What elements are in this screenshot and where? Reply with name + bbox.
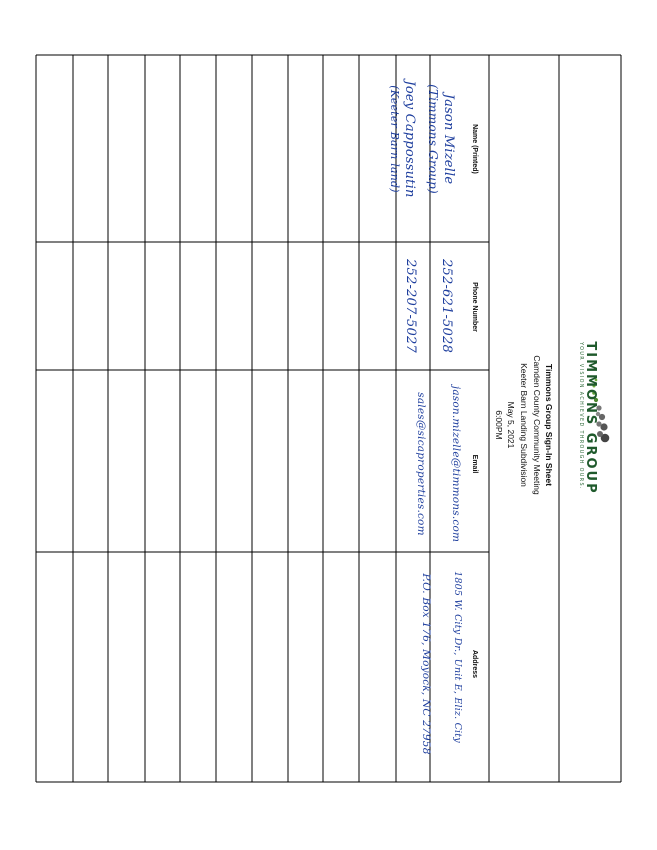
entry-1-phone: 252-621-5028: [439, 259, 454, 353]
column-header-email: Email: [471, 454, 478, 474]
entry-2-address: P.O. Box 176, Moyock, NC 27958: [420, 573, 432, 755]
meeting-title: Camden County Community Meeting: [532, 355, 542, 495]
meeting-date: May 5, 2021: [506, 401, 516, 449]
sheet-title: Timmons Group Sign-In Sheet: [544, 363, 554, 487]
subdivision-title: Keeter Barn Landing Subdivision: [519, 363, 529, 487]
entry-2-name-line2: (Keeter Barn land): [388, 85, 401, 193]
entry-2-phone: 252-207-5027: [403, 259, 418, 353]
column-header-phone: Phone Number: [471, 282, 478, 332]
column-header-name: Name (Printed): [471, 124, 478, 174]
entry-1-address: 1805 W. City Dr., Unit E, Eliz. City: [452, 571, 463, 743]
entry-1-name-line1: Jason Mizelle: [441, 93, 456, 185]
entry-1-name-line2: (Timmons Group): [426, 84, 440, 194]
entry-2-name-line1: Joey Cappossutin: [402, 80, 417, 198]
entry-1-email: jason.mizelle@timmons.com: [450, 385, 462, 543]
logo-text: TIMMONS GROUP: [583, 341, 598, 495]
entry-2-email: sales@sicaproperties.com: [415, 392, 427, 536]
meeting-time: 6:00PM: [494, 410, 504, 440]
logo-tagline: YOUR VISION ACHIEVED THROUGH OURS.: [578, 342, 583, 490]
column-header-address: Address: [471, 649, 478, 678]
